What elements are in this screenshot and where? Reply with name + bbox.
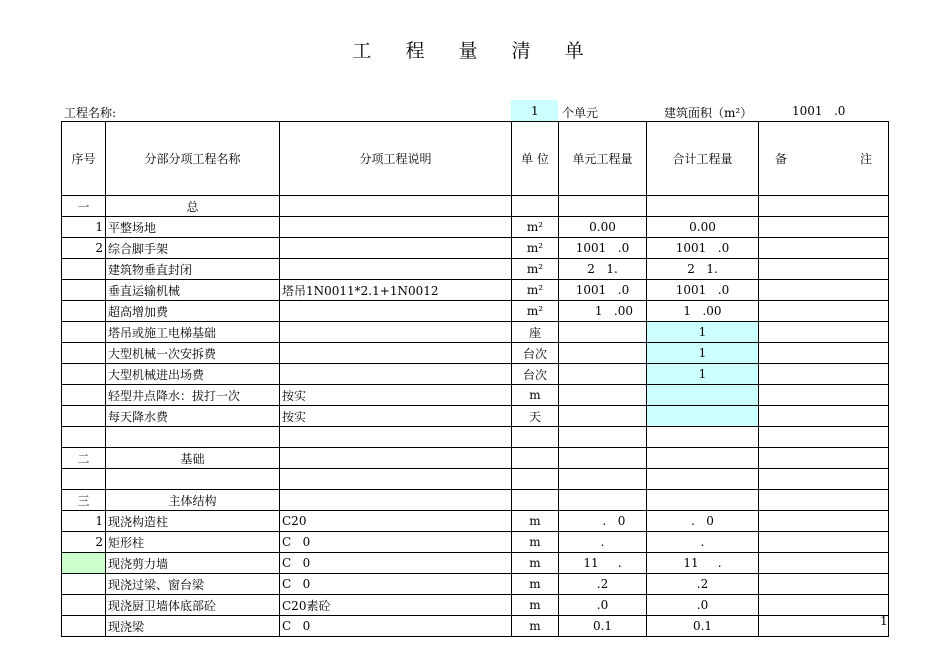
table-row bbox=[62, 490, 889, 511]
cell-unit[interactable]: m bbox=[512, 511, 559, 532]
cell-desc[interactable]: 按实 bbox=[280, 406, 512, 427]
cell-unit[interactable]: m bbox=[512, 385, 559, 406]
cell-name[interactable]: 综合脚手架 bbox=[106, 238, 280, 259]
project-name-label: 工程名称: bbox=[64, 106, 117, 120]
cell-unit[interactable]: 台次 bbox=[512, 343, 559, 364]
area-label: 建筑面积（m²） bbox=[664, 106, 753, 120]
cell-total-qty[interactable]: .0 bbox=[647, 595, 759, 616]
cell-unit[interactable]: m² bbox=[512, 259, 559, 280]
cell-seq[interactable] bbox=[62, 301, 106, 322]
cell-name[interactable]: 现浇构造柱 bbox=[106, 511, 280, 532]
cell-remark[interactable] bbox=[759, 511, 889, 532]
table-header-row bbox=[62, 122, 889, 196]
cell-desc[interactable] bbox=[280, 196, 512, 217]
cell-seq[interactable]: 二 bbox=[62, 448, 106, 469]
cell-desc[interactable] bbox=[280, 259, 512, 280]
cell-unit-qty[interactable] bbox=[559, 448, 647, 469]
header-remark-left: 备 bbox=[775, 152, 788, 166]
cell-desc[interactable] bbox=[280, 448, 512, 469]
cell-name[interactable]: 轻型井点降水：拔打一次 bbox=[106, 385, 280, 406]
table-row bbox=[62, 322, 889, 343]
cell-total-qty[interactable]: . bbox=[647, 532, 759, 553]
quantity-table bbox=[61, 121, 889, 637]
cell-seq[interactable] bbox=[62, 322, 106, 343]
cell-unit-qty[interactable]: 1001 .0 bbox=[559, 238, 647, 259]
cell-total-qty[interactable] bbox=[647, 427, 759, 448]
header-name: 分部分项工程名称 bbox=[106, 122, 280, 196]
cell-seq[interactable] bbox=[62, 469, 106, 490]
cell-total-qty[interactable] bbox=[647, 385, 759, 406]
cell-name[interactable]: 大型机械进出场费 bbox=[106, 364, 280, 385]
cell-unit-qty[interactable]: .0 bbox=[559, 595, 647, 616]
header-total-qty: 合计工程量 bbox=[647, 122, 759, 196]
cell-remark[interactable] bbox=[759, 322, 889, 343]
cell-seq[interactable]: 一 bbox=[62, 196, 106, 217]
cell-unit[interactable]: 天 bbox=[512, 406, 559, 427]
cell-name[interactable]: 大型机械一次安拆费 bbox=[106, 343, 280, 364]
cell-remark[interactable] bbox=[759, 196, 889, 217]
cell-total-qty[interactable]: 0.00 bbox=[647, 217, 759, 238]
cell-unit[interactable]: 座 bbox=[512, 322, 559, 343]
cell-desc[interactable] bbox=[280, 490, 512, 511]
cell-unit-qty[interactable] bbox=[559, 364, 647, 385]
cell-unit[interactable]: m bbox=[512, 616, 559, 637]
cell-unit-qty[interactable]: 0.1 bbox=[559, 616, 647, 637]
cell-name[interactable]: 平整场地 bbox=[106, 217, 280, 238]
area-value: 1001 .0 bbox=[792, 104, 846, 118]
cell-remark[interactable] bbox=[759, 217, 889, 238]
cell-total-qty[interactable]: . 0 bbox=[647, 511, 759, 532]
header-desc: 分项工程说明 bbox=[280, 122, 512, 196]
cell-remark[interactable] bbox=[759, 574, 889, 595]
cell-name[interactable]: 现浇厨卫墙体底部砼 bbox=[106, 595, 280, 616]
cell-remark[interactable] bbox=[759, 364, 889, 385]
cell-desc[interactable]: C 0 bbox=[280, 553, 512, 574]
cell-seq[interactable] bbox=[62, 616, 106, 637]
cell-name[interactable]: 基础 bbox=[106, 448, 280, 469]
cell-unit[interactable] bbox=[512, 427, 559, 448]
cell-desc[interactable]: C 0 bbox=[280, 574, 512, 595]
cell-desc[interactable] bbox=[280, 343, 512, 364]
cell-unit-qty[interactable] bbox=[559, 469, 647, 490]
cell-remark[interactable] bbox=[759, 238, 889, 259]
cell-total-qty[interactable]: 11 . bbox=[647, 553, 759, 574]
cell-total-qty[interactable] bbox=[647, 406, 759, 427]
cell-total-qty[interactable] bbox=[647, 448, 759, 469]
page-title: 工 程 量 清 单 bbox=[352, 40, 598, 62]
cell-remark[interactable] bbox=[759, 595, 889, 616]
cell-unit[interactable]: 台次 bbox=[512, 364, 559, 385]
cell-total-qty[interactable]: 1 bbox=[647, 322, 759, 343]
cell-name[interactable]: 现浇剪力墙 bbox=[106, 553, 280, 574]
cell-name[interactable]: 每天降水费 bbox=[106, 406, 280, 427]
cell-name[interactable]: 总 bbox=[106, 196, 280, 217]
cell-seq[interactable] bbox=[62, 574, 106, 595]
cell-remark[interactable] bbox=[759, 553, 889, 574]
cell-desc[interactable]: C 0 bbox=[280, 616, 512, 637]
cell-remark[interactable] bbox=[759, 259, 889, 280]
table-row bbox=[62, 595, 889, 616]
cell-remark[interactable] bbox=[759, 301, 889, 322]
cell-unit-qty[interactable] bbox=[559, 322, 647, 343]
table-row bbox=[62, 511, 889, 532]
cell-seq[interactable] bbox=[62, 385, 106, 406]
table-row bbox=[62, 217, 889, 238]
cell-desc[interactable]: C20 bbox=[280, 511, 512, 532]
cell-seq[interactable] bbox=[62, 553, 106, 574]
cell-desc[interactable]: C20素砼 bbox=[280, 595, 512, 616]
cell-total-qty[interactable]: 1001 .0 bbox=[647, 280, 759, 301]
cell-unit[interactable]: m² bbox=[512, 217, 559, 238]
cell-unit[interactable] bbox=[512, 490, 559, 511]
cell-desc[interactable]: C 0 bbox=[280, 532, 512, 553]
cell-desc[interactable] bbox=[280, 427, 512, 448]
header-seq: 序号 bbox=[62, 122, 106, 196]
cell-unit-qty[interactable] bbox=[559, 490, 647, 511]
cell-seq[interactable]: 2 bbox=[62, 238, 106, 259]
cell-unit-qty[interactable]: 2 1. bbox=[559, 259, 647, 280]
cell-unit[interactable]: m² bbox=[512, 238, 559, 259]
cell-total-qty[interactable] bbox=[647, 490, 759, 511]
cell-name[interactable]: 建筑物垂直封闭 bbox=[106, 259, 280, 280]
cell-unit-qty[interactable] bbox=[559, 385, 647, 406]
cell-unit-qty[interactable]: 0.00 bbox=[559, 217, 647, 238]
cell-unit-qty[interactable]: 11 . bbox=[559, 553, 647, 574]
cell-seq[interactable] bbox=[62, 259, 106, 280]
cell-name[interactable]: 塔吊或施工电梯基础 bbox=[106, 322, 280, 343]
cell-name[interactable]: 现浇过梁、窗台梁 bbox=[106, 574, 280, 595]
table-row bbox=[62, 196, 889, 217]
cell-name[interactable]: 主体结构 bbox=[106, 490, 280, 511]
cell-desc[interactable] bbox=[280, 469, 512, 490]
cell-unit-qty[interactable] bbox=[559, 196, 647, 217]
cell-remark[interactable] bbox=[759, 490, 889, 511]
cell-unit[interactable]: m² bbox=[512, 280, 559, 301]
table-row bbox=[62, 406, 889, 427]
cell-remark[interactable] bbox=[759, 427, 889, 448]
header-unit: 单 位 bbox=[512, 122, 559, 196]
table-row bbox=[62, 301, 889, 322]
cell-name[interactable] bbox=[106, 427, 280, 448]
cell-name[interactable]: 垂直运输机械 bbox=[106, 280, 280, 301]
cell-desc[interactable] bbox=[280, 364, 512, 385]
cell-unit[interactable] bbox=[512, 448, 559, 469]
cell-seq[interactable] bbox=[62, 364, 106, 385]
cell-unit-qty[interactable]: .2 bbox=[559, 574, 647, 595]
cell-desc[interactable] bbox=[280, 238, 512, 259]
cell-seq[interactable] bbox=[62, 280, 106, 301]
cell-remark[interactable] bbox=[759, 469, 889, 490]
header-remark bbox=[759, 122, 889, 196]
cell-remark[interactable] bbox=[759, 280, 889, 301]
cell-seq[interactable]: 1 bbox=[62, 217, 106, 238]
cell-total-qty[interactable] bbox=[647, 196, 759, 217]
cell-unit-qty[interactable]: 1 .00 bbox=[559, 301, 647, 322]
cell-unit[interactable]: m bbox=[512, 532, 559, 553]
cell-remark[interactable] bbox=[759, 616, 889, 637]
cell-name[interactable]: 超高增加费 bbox=[106, 301, 280, 322]
cell-unit[interactable] bbox=[512, 469, 559, 490]
table-row bbox=[62, 448, 889, 469]
cell-seq[interactable] bbox=[62, 343, 106, 364]
cell-seq[interactable]: 2 bbox=[62, 532, 106, 553]
cell-remark[interactable] bbox=[759, 406, 889, 427]
cell-unit-qty[interactable]: . 0 bbox=[559, 511, 647, 532]
page-number: 1 bbox=[880, 614, 888, 628]
table-row bbox=[62, 385, 889, 406]
cell-seq[interactable]: 1 bbox=[62, 511, 106, 532]
cell-unit-qty[interactable] bbox=[559, 343, 647, 364]
cell-unit-qty[interactable] bbox=[559, 427, 647, 448]
cell-unit-qty[interactable]: 1001 .0 bbox=[559, 280, 647, 301]
cell-total-qty[interactable]: 0.1 bbox=[647, 616, 759, 637]
cell-name[interactable]: 现浇梁 bbox=[106, 616, 280, 637]
cell-total-qty[interactable] bbox=[647, 469, 759, 490]
table-row bbox=[62, 574, 889, 595]
table-row bbox=[62, 427, 889, 448]
cell-remark[interactable] bbox=[759, 385, 889, 406]
cell-unit[interactable]: m bbox=[512, 553, 559, 574]
cell-desc[interactable] bbox=[280, 322, 512, 343]
unit-label: 个单元 bbox=[562, 106, 599, 120]
cell-seq[interactable] bbox=[62, 406, 106, 427]
cell-unit-qty[interactable] bbox=[559, 406, 647, 427]
cell-seq[interactable]: 三 bbox=[62, 490, 106, 511]
cell-total-qty[interactable]: 1 bbox=[647, 343, 759, 364]
cell-name[interactable]: 矩形柱 bbox=[106, 532, 280, 553]
table-row bbox=[62, 553, 889, 574]
table-row bbox=[62, 280, 889, 301]
cell-seq[interactable] bbox=[62, 595, 106, 616]
table-row bbox=[62, 616, 889, 637]
cell-seq[interactable] bbox=[62, 427, 106, 448]
cell-unit[interactable]: m bbox=[512, 574, 559, 595]
cell-total-qty[interactable]: 1001 .0 bbox=[647, 238, 759, 259]
cell-total-qty[interactable]: 1 bbox=[647, 364, 759, 385]
cell-total-qty[interactable]: 1 .00 bbox=[647, 301, 759, 322]
cell-total-qty[interactable]: 2 1. bbox=[647, 259, 759, 280]
cell-desc[interactable]: 按实 bbox=[280, 385, 512, 406]
header-remark-right: 注 bbox=[859, 152, 872, 166]
table-row bbox=[62, 238, 889, 259]
table-row bbox=[62, 343, 889, 364]
unit-count-value: 1 bbox=[531, 104, 539, 118]
cell-remark[interactable] bbox=[759, 532, 889, 553]
cell-unit[interactable]: m bbox=[512, 595, 559, 616]
table-row bbox=[62, 532, 889, 553]
cell-name[interactable] bbox=[106, 469, 280, 490]
table-row bbox=[62, 259, 889, 280]
cell-remark[interactable] bbox=[759, 448, 889, 469]
cell-total-qty[interactable]: .2 bbox=[647, 574, 759, 595]
cell-unit-qty[interactable]: . bbox=[559, 532, 647, 553]
cell-desc[interactable] bbox=[280, 301, 512, 322]
cell-unit[interactable]: m² bbox=[512, 301, 559, 322]
table-row bbox=[62, 364, 889, 385]
cell-unit[interactable] bbox=[512, 196, 559, 217]
cell-desc[interactable]: 塔吊1N0011*2.1+1N0012 bbox=[280, 280, 512, 301]
cell-remark[interactable] bbox=[759, 343, 889, 364]
cell-desc[interactable] bbox=[280, 217, 512, 238]
header-unit-qty: 单元工程量 bbox=[559, 122, 647, 196]
table-row bbox=[62, 469, 889, 490]
